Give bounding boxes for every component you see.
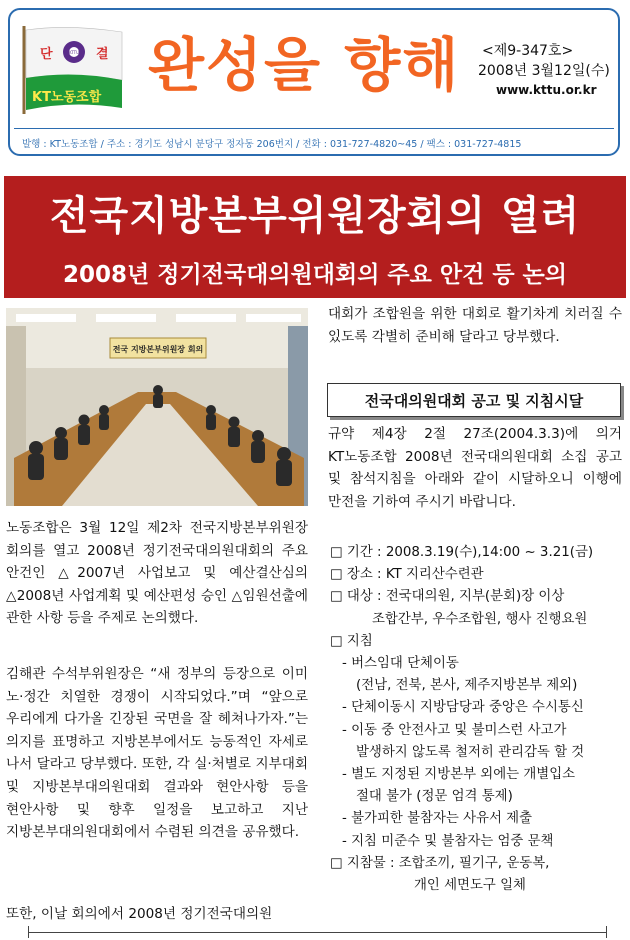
notice-paragraph: 규약 제4장 2절 27조(2004.3.3)에 의거 KT노동조합 2008년 전국대의원대회 소집 공고 및 참석지침을 아래와 같이 시달하오니 이행에 만전을 기하여 주시기 바랍니다. bbox=[328, 426, 622, 510]
notice-item-bullet: - bbox=[342, 722, 352, 738]
notice-item-bullet: □ bbox=[330, 567, 347, 583]
notice-item bbox=[356, 787, 513, 807]
notice-item-text: 이동 중 안전사고 및 불미스런 사고가 bbox=[351, 722, 567, 738]
meeting-photo bbox=[6, 308, 308, 506]
notice-item bbox=[342, 654, 459, 674]
notice-item-text: 별도 지정된 지방본부 외에는 개별입소 bbox=[351, 767, 576, 782]
notice-item bbox=[372, 610, 587, 630]
notice-item-bullet: □ bbox=[330, 589, 347, 605]
notice-item bbox=[356, 743, 584, 763]
notice-item bbox=[342, 765, 575, 785]
notice-item-text: 단체이동시 지방담당과 중앙은 수시통신 bbox=[351, 700, 584, 716]
notice-item bbox=[330, 854, 549, 874]
notice-item bbox=[330, 565, 484, 585]
notice-item bbox=[414, 876, 526, 896]
notice-item bbox=[342, 698, 584, 718]
section-title: 전국대의원대회 공고 및 지침시달 bbox=[364, 392, 584, 410]
notice-item-text: 지침 미준수 및 불참자는 엄중 문책 bbox=[351, 833, 554, 849]
notice-item bbox=[342, 809, 532, 829]
issue-number: <제9-347호> bbox=[482, 43, 574, 59]
notice-item-text: 발생하지 않도록 철저히 관리감독 할 것 bbox=[356, 744, 585, 760]
notice-item-bullet: □ bbox=[330, 855, 347, 871]
kttu-logo-flag bbox=[18, 22, 126, 116]
notice-item-bullet: - bbox=[342, 833, 352, 849]
svg-text:결: 결 bbox=[96, 47, 109, 62]
notice-item-text: 장소 : KT 지리산수련관 bbox=[346, 567, 484, 583]
svg-text:단: 단 bbox=[40, 47, 53, 62]
notice-item-text: 조합간부, 우수조합원, 행사 진행요원 bbox=[372, 611, 588, 627]
notice-item-text: 지참물 : 조합조끼, 필기구, 운동복, bbox=[346, 855, 550, 871]
notice-item-text: 기간 : 2008.3.19(수),14:00 ~ 3.21(금) bbox=[346, 545, 594, 560]
notice-item-bullet: □ bbox=[330, 545, 347, 560]
notice-item-text: 지침 bbox=[346, 633, 373, 649]
notice-item-text: 대상 : 전국대의원, 지부(분회)장 이상 bbox=[346, 589, 565, 605]
footer-tick-left bbox=[28, 926, 29, 938]
notice-item-text: 절대 불가 (정문 엄격 통제) bbox=[356, 789, 513, 805]
website-url[interactable]: www.kttu.or.kr bbox=[496, 83, 597, 97]
logo-flag-text: KT노동조합 bbox=[32, 90, 102, 105]
article-paragraph-3: 또한, 이날 회의에서 2008년 정기전국대의원 bbox=[6, 906, 273, 922]
issue-date: 2008년 3월12일(수) bbox=[478, 63, 610, 79]
footer-rule bbox=[28, 932, 606, 933]
notice-item bbox=[342, 832, 553, 852]
notice-item-bullet: □ bbox=[330, 633, 347, 649]
article-paragraph-1: 노동조합은 3월 12일 제2차 전국지방본부위원장 회의를 열고 2008년 정기전국대의원대회의 주요 안건인 △2007년 사업보고 및 예산결산심의 △2008년 사업계획 및 예산편성 승인 △임원선출에 관한 사항 등을 주제로 논의했다. bbox=[6, 520, 308, 627]
notice-item-text: 불가피한 불참자는 사유서 제출 bbox=[351, 811, 533, 827]
notice-item-text: 버스임대 단체이동 bbox=[351, 656, 459, 671]
notice-item bbox=[330, 632, 373, 652]
notice-item bbox=[330, 587, 564, 607]
notice-item bbox=[342, 721, 566, 741]
notice-item-text: 개인 세면도구 일체 bbox=[414, 878, 526, 893]
notice-item-bullet: - bbox=[342, 767, 352, 782]
publisher-info: 발행 : KT노동조합 / 주소 : 경기도 성남시 분당구 정자동 206번지 / 전화 : 031-727-4820~45 / 팩스 : 031-727-4815 bbox=[22, 139, 522, 150]
notice-item-bullet: - bbox=[342, 656, 352, 671]
notice-item-bullet: - bbox=[342, 700, 352, 716]
article-paragraph-continued: 대회가 조합원을 위한 대회로 활기차게 치러질 수 있도록 각별히 준비해 달라고 당부했다. bbox=[328, 306, 622, 345]
notice-item bbox=[330, 543, 593, 563]
logo-badge-text: KTTU bbox=[68, 50, 80, 55]
notice-item-text: (전남, 전북, 본사, 제주지방본부 제외) bbox=[356, 678, 578, 694]
headline: 전국지방본부위원장회의 열려 bbox=[49, 193, 581, 239]
header-divider bbox=[14, 128, 614, 129]
photo-banner-text: 전국 지방본부위원장 회의 bbox=[112, 345, 204, 354]
footer-tick-right bbox=[606, 926, 607, 938]
notice-item-bullet: - bbox=[342, 811, 352, 827]
article-paragraph-2: 김해관 수석부위원장은 “새 정부의 등장으로 이미 노·정간 치열한 경쟁이 시작되었다.”며 “앞으로 우리에게 다가올 긴장된 국면을 잘 헤쳐나가자.”는 의지를 표명하고 지방본부에서도 능동적인 자세로 나서 달라고 당부했다. 또한, 각 실·처별로 지부대회 및 지방본부대의원대회 결과와 현안사항 등을 현안사항 및 향후 일정을 보고하고 지난 지방본부대의원대회에서 수렴된 의견을 공유했다. bbox=[6, 666, 308, 841]
notice-item bbox=[356, 676, 577, 696]
subheadline: 2008년 정기전국대의원대회의 주요 안건 등 논의 bbox=[63, 262, 567, 288]
masthead-title: 완성을 향해 bbox=[148, 31, 461, 99]
